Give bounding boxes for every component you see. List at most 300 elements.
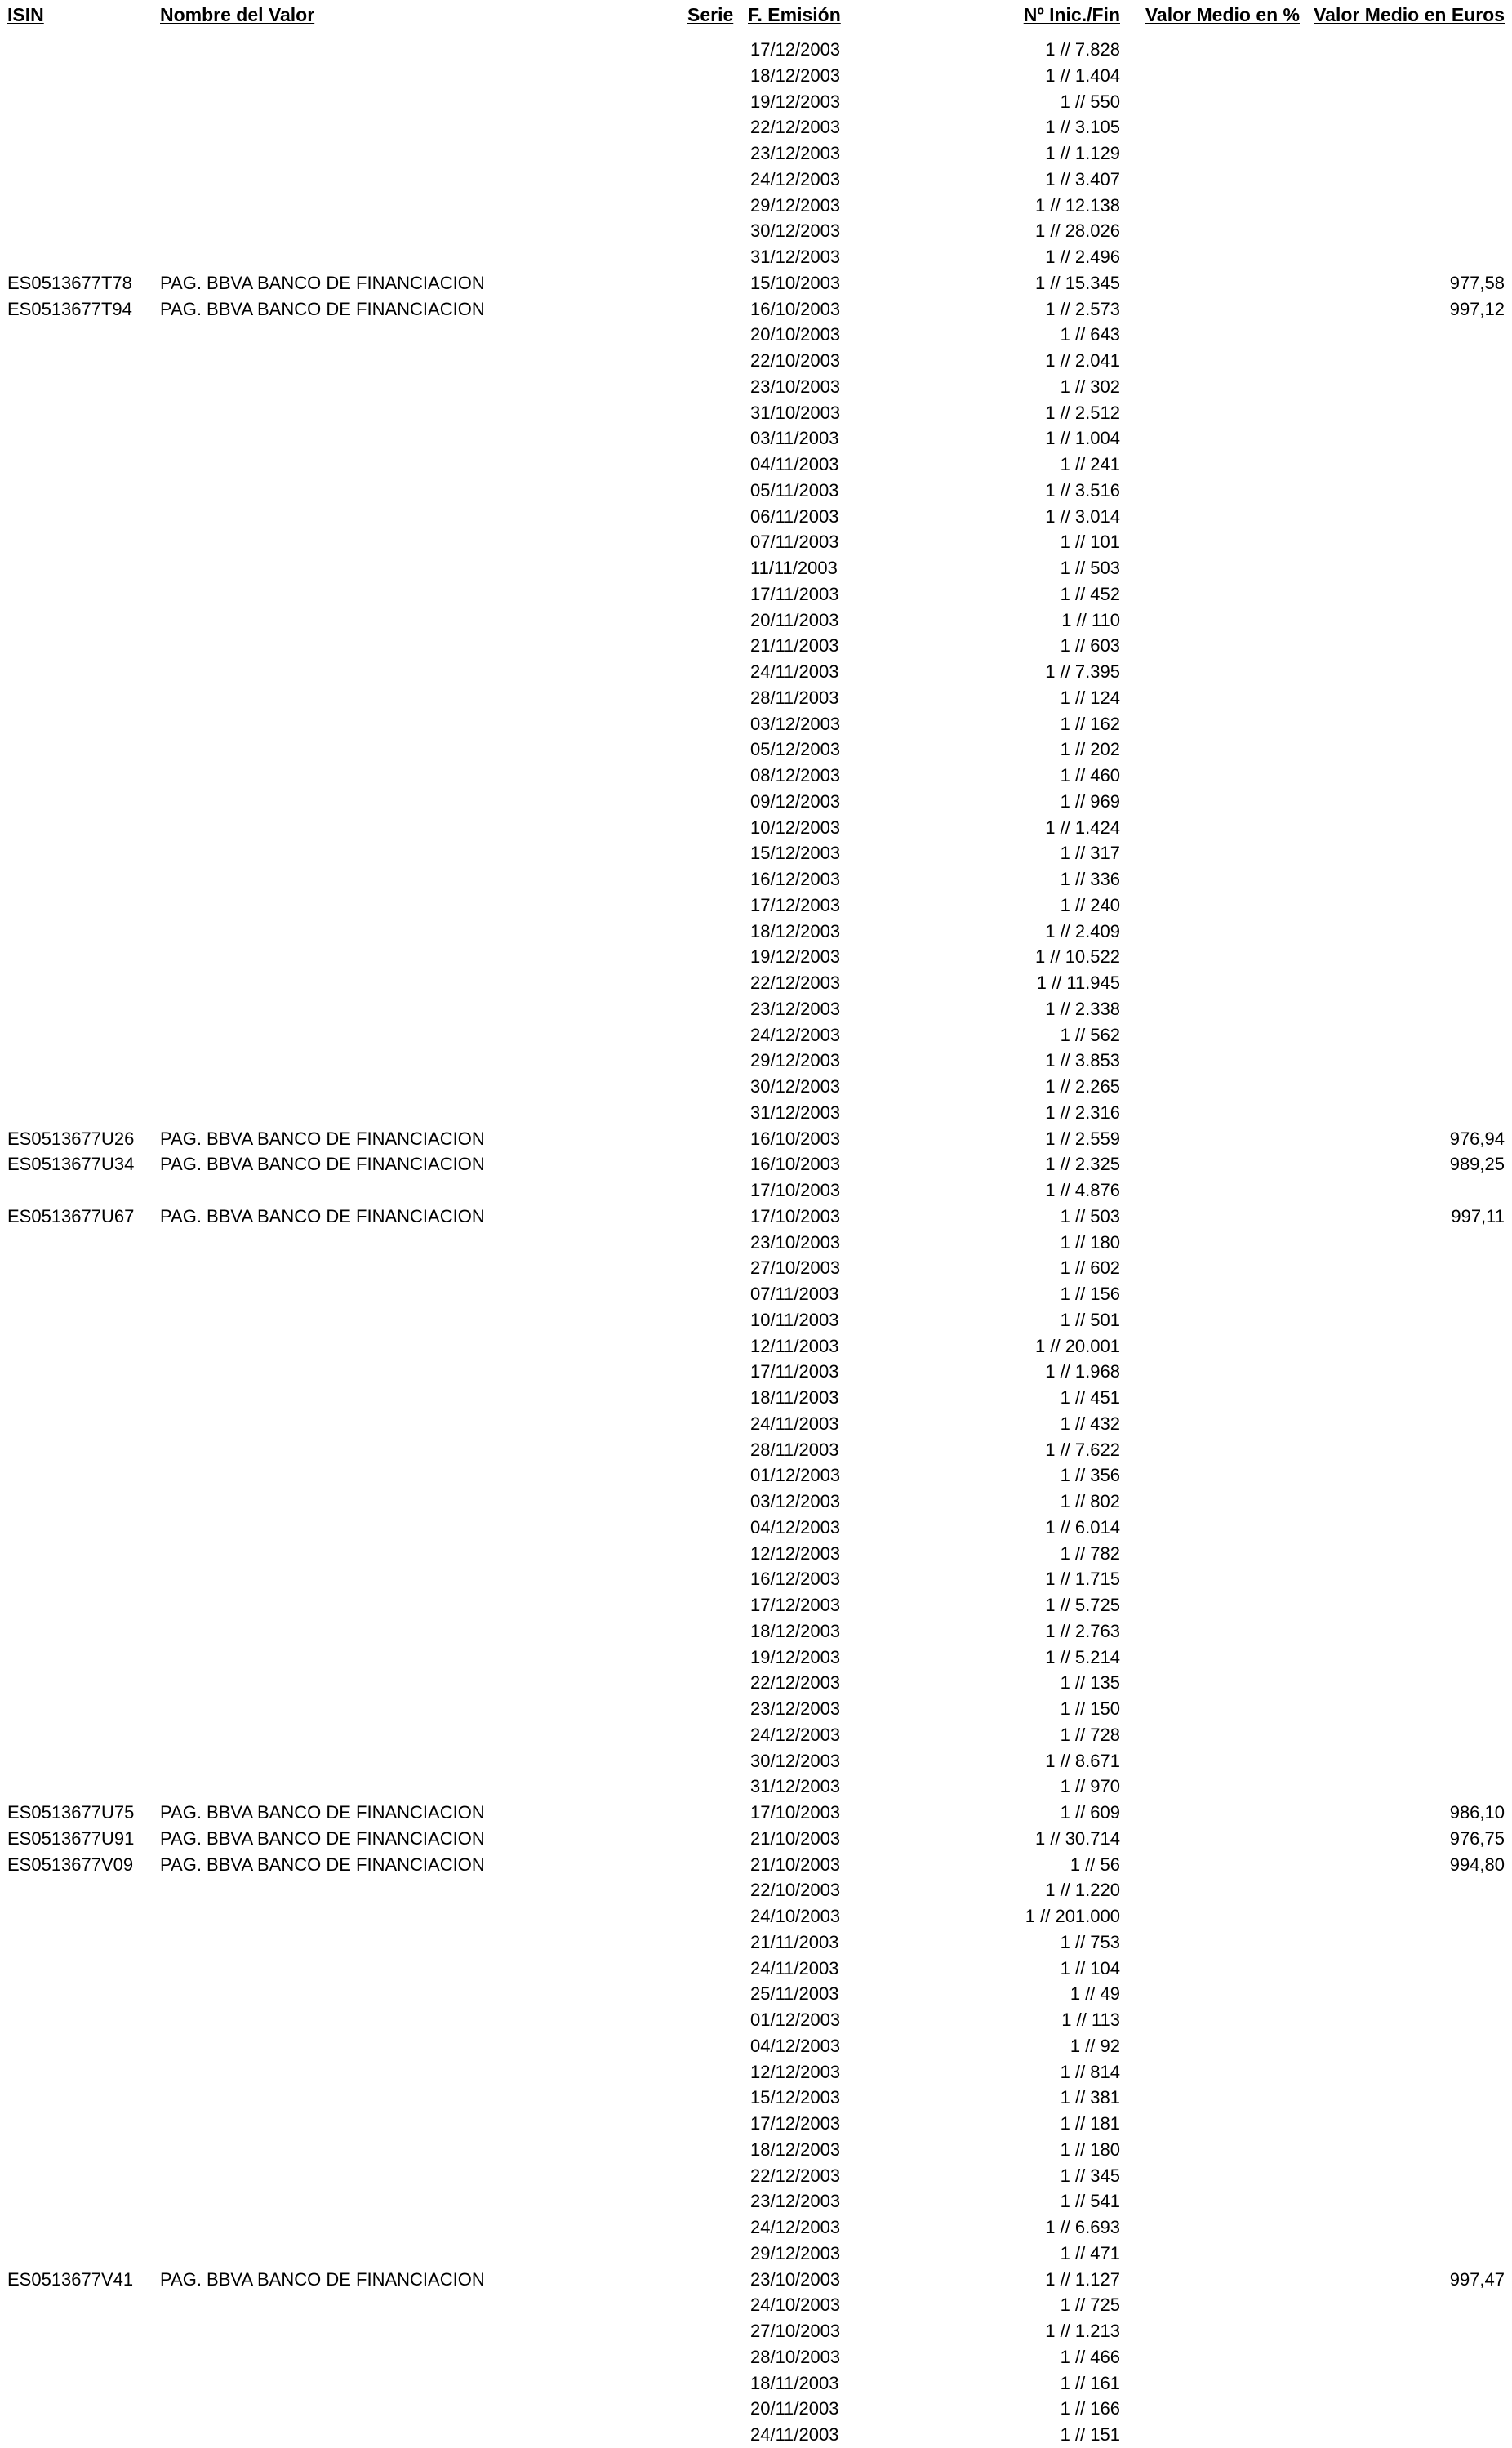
fecha-cell: 24/11/2003 [750,1413,839,1434]
fecha-cell: 22/12/2003 [750,1672,841,1694]
fecha-cell: 23/10/2003 [750,2268,841,2290]
fecha-cell: 30/12/2003 [750,220,841,242]
fecha-cell: 24/12/2003 [750,168,841,189]
num-cell: 1 // 3.853 [1045,1050,1120,1071]
num-cell: 1 // 151 [1060,2424,1120,2445]
fecha-cell: 17/10/2003 [750,1180,841,1200]
table-row [0,1877,1512,1903]
table-row [0,1618,1512,1645]
fecha-cell: 11/11/2003 [750,558,838,578]
table-row [0,140,1512,167]
table-row [0,1592,1512,1618]
eur-cell: 997,11 [1451,1205,1505,1226]
fecha-cell: 09/12/2003 [750,790,841,812]
table-row [0,400,1512,426]
num-cell: 1 // 11.945 [1036,973,1120,993]
table-row [0,2422,1512,2448]
fecha-cell: 18/11/2003 [750,2372,839,2393]
isin-cell: ES0513677V41 [7,2268,134,2290]
table-row [0,2188,1512,2214]
num-cell: 1 // 166 [1060,2398,1120,2419]
fecha-cell: 01/12/2003 [750,2010,841,2030]
header-num-label: Nº Inic./Fin [1023,3,1120,25]
fecha-cell: 08/12/2003 [750,765,841,786]
table-row [0,1281,1512,1307]
table-row [0,1022,1512,1048]
fecha-cell: 24/10/2003 [750,1906,841,1926]
num-cell: 1 // 241 [1060,454,1120,474]
fecha-cell: 03/12/2003 [750,1491,841,1511]
table-row [0,2059,1512,2085]
fecha-cell: 22/10/2003 [750,1880,841,1901]
fecha-cell: 31/12/2003 [750,247,841,267]
num-cell: 1 // 1.404 [1045,65,1120,86]
fecha-cell: 18/12/2003 [750,920,841,941]
header-pct [1145,2,1300,28]
num-cell: 1 // 503 [1060,558,1120,578]
num-cell: 1 // 562 [1060,1024,1120,1045]
num-cell: 1 // 150 [1060,1698,1120,1719]
fecha-cell: 07/11/2003 [750,532,839,553]
num-cell: 1 // 356 [1060,1465,1120,1486]
table-row [0,167,1512,193]
fecha-cell: 17/12/2003 [750,894,841,915]
num-cell: 1 // 3.407 [1045,168,1120,189]
eur-cell: 976,75 [1449,1827,1505,1849]
fecha-cell: 24/10/2003 [750,2294,841,2316]
header-fecha-label: F. Emisión [748,3,841,25]
fecha-cell: 18/12/2003 [750,1620,841,1641]
eur-cell: 989,25 [1449,1154,1505,1175]
fecha-cell: 31/10/2003 [750,402,841,423]
table-row [0,2007,1512,2033]
table-row [0,2396,1512,2422]
num-cell: 1 // 782 [1060,1542,1120,1564]
num-cell: 1 // 2.409 [1045,920,1120,941]
table-row [0,1048,1512,1074]
num-cell: 1 // 7.622 [1045,1439,1120,1460]
num-cell: 1 // 20.001 [1035,1335,1120,1356]
fecha-cell: 20/10/2003 [750,324,841,345]
num-cell: 1 // 970 [1060,1776,1120,1797]
num-cell: 1 // 8.671 [1045,1750,1120,1771]
table-row [0,789,1512,815]
table-row [0,1177,1512,1204]
fecha-cell: 16/12/2003 [750,869,841,889]
fecha-cell: 05/11/2003 [750,479,839,501]
table-row [0,504,1512,530]
table-row [0,1230,1512,1256]
table-row [0,348,1512,374]
num-cell: 1 // 802 [1060,1491,1120,1511]
num-cell: 1 // 969 [1060,790,1120,812]
num-cell: 1 // 753 [1060,1931,1120,1952]
table-row [0,659,1512,685]
num-cell: 1 // 317 [1060,843,1120,864]
fecha-cell: 03/12/2003 [750,713,841,734]
fecha-cell: 06/11/2003 [750,505,839,527]
num-cell: 1 // 2.338 [1045,998,1120,1019]
table-row [0,1411,1512,1437]
num-cell: 1 // 124 [1060,687,1120,708]
fecha-cell: 04/12/2003 [750,1516,841,1538]
nombre-cell: PAG. BBVA BANCO DE FINANCIACION [160,2268,485,2290]
num-cell: 1 // 432 [1060,1413,1120,1434]
header-isin [7,2,44,28]
table-row [0,892,1512,919]
isin-cell: ES0513677T78 [7,272,132,293]
table-row [0,840,1512,866]
num-cell: 1 // 181 [1060,2113,1120,2134]
table-row [0,1903,1512,1929]
table-row [0,737,1512,763]
fecha-cell: 24/12/2003 [750,1024,841,1045]
num-cell: 1 // 460 [1060,765,1120,786]
table-row [0,1333,1512,1360]
table-row [0,1722,1512,1748]
table-row [0,1541,1512,1567]
num-cell: 1 // 1.129 [1045,143,1120,163]
fecha-cell: 16/10/2003 [750,298,841,319]
header-eur-label: Valor Medio en Euros [1314,3,1505,25]
num-cell: 1 // 2.496 [1045,247,1120,267]
num-cell: 1 // 101 [1060,532,1120,553]
fecha-cell: 17/10/2003 [750,1205,841,1226]
fecha-cell: 16/10/2003 [750,1128,841,1149]
table-row [0,1566,1512,1592]
table-row [0,1126,1512,1152]
fecha-cell: 16/12/2003 [750,1569,841,1590]
nombre-cell: PAG. BBVA BANCO DE FINANCIACION [160,1854,485,1875]
num-cell: 1 // 5.725 [1045,1595,1120,1615]
table-row [0,2137,1512,2163]
num-cell: 1 // 3.014 [1045,505,1120,527]
table-row [0,2292,1512,2318]
fecha-cell: 18/12/2003 [750,65,841,86]
num-cell: 1 // 10.522 [1035,946,1120,968]
num-cell: 1 // 302 [1060,376,1120,397]
num-cell: 1 // 240 [1060,894,1120,915]
num-cell: 1 // 28.026 [1035,220,1120,242]
fecha-cell: 10/12/2003 [750,817,841,838]
num-cell: 1 // 30.714 [1035,1827,1120,1849]
fecha-cell: 18/11/2003 [750,1387,839,1408]
num-cell: 1 // 6.014 [1045,1516,1120,1538]
table-row [0,2214,1512,2241]
num-cell: 1 // 162 [1060,713,1120,734]
table-row [0,608,1512,634]
table-row [0,1385,1512,1411]
table-row [0,374,1512,400]
num-cell: 1 // 541 [1060,2191,1120,2212]
table-row [0,633,1512,659]
fecha-cell: 20/11/2003 [750,609,839,630]
num-cell: 1 // 3.105 [1045,117,1120,138]
table-row [0,37,1512,63]
fecha-cell: 21/11/2003 [750,635,839,657]
fecha-cell: 29/12/2003 [750,1050,841,1071]
num-cell: 1 // 345 [1060,2165,1120,2186]
num-cell: 1 // 2.763 [1045,1620,1120,1641]
num-cell: 1 // 466 [1060,2346,1120,2367]
num-cell: 1 // 1.968 [1045,1361,1120,1382]
fecha-cell: 07/11/2003 [750,1284,839,1304]
num-cell: 1 // 7.395 [1045,661,1120,682]
table-row [0,1696,1512,1722]
fecha-cell: 23/10/2003 [750,1231,841,1253]
num-cell: 1 // 2.573 [1045,298,1120,319]
fecha-cell: 05/12/2003 [750,739,841,760]
fecha-cell: 30/12/2003 [750,1750,841,1771]
fecha-cell: 19/12/2003 [750,946,841,968]
nombre-cell: PAG. BBVA BANCO DE FINANCIACION [160,1827,485,1849]
num-cell: 1 // 12.138 [1035,194,1120,216]
fecha-cell: 20/11/2003 [750,2398,839,2419]
nombre-cell: PAG. BBVA BANCO DE FINANCIACION [160,1802,485,1823]
fecha-cell: 24/11/2003 [750,661,839,682]
table-row [0,1307,1512,1333]
table-row [0,2344,1512,2370]
num-cell: 1 // 2.041 [1045,350,1120,371]
fecha-cell: 24/12/2003 [750,1724,841,1745]
fecha-cell: 17/11/2003 [750,583,839,604]
fecha-cell: 12/12/2003 [750,1542,841,1564]
num-cell: 1 // 202 [1060,739,1120,760]
header-nombre-label: Nombre del Valor [160,3,315,25]
header-isin-label: ISIN [7,3,44,25]
table-row [0,1515,1512,1541]
num-cell: 1 // 3.516 [1045,479,1120,501]
num-cell: 1 // 452 [1060,583,1120,604]
num-cell: 1 // 110 [1061,609,1120,630]
table-row [0,1255,1512,1281]
table-row [0,296,1512,323]
num-cell: 1 // 381 [1060,2087,1120,2108]
num-cell: 1 // 2.265 [1045,1076,1120,1097]
num-cell: 1 // 550 [1060,91,1120,112]
fecha-cell: 17/11/2003 [750,1361,839,1382]
num-cell: 1 // 135 [1060,1672,1120,1694]
num-cell: 1 // 1.715 [1045,1569,1120,1590]
num-cell: 1 // 728 [1060,1724,1120,1745]
table-row [0,452,1512,478]
num-cell: 1 // 503 [1060,1205,1120,1226]
fecha-cell: 22/12/2003 [750,973,841,993]
isin-cell: ES0513677T94 [7,298,132,319]
table-row [0,711,1512,737]
isin-cell: ES0513677U91 [7,1827,135,1849]
table-row [0,2111,1512,2137]
num-cell: 1 // 201.000 [1025,1906,1120,1926]
table-row [0,1462,1512,1489]
table-row [0,763,1512,789]
fecha-cell: 24/11/2003 [750,2424,839,2445]
fecha-cell: 31/12/2003 [750,1102,841,1123]
fecha-cell: 23/12/2003 [750,998,841,1019]
table-row [0,1826,1512,1852]
table-row [0,2033,1512,2059]
fecha-cell: 28/10/2003 [750,2346,841,2367]
num-cell: 1 // 180 [1060,2139,1120,2160]
num-cell: 1 // 1.424 [1045,817,1120,838]
fecha-cell: 29/12/2003 [750,194,841,216]
table-row [0,2241,1512,2267]
table-row [0,1748,1512,1774]
num-cell: 1 // 156 [1060,1284,1120,1304]
table-row [0,2318,1512,2344]
eur-cell: 997,12 [1449,298,1505,319]
fecha-cell: 17/12/2003 [750,2113,841,2134]
num-cell: 1 // 814 [1060,2061,1120,2082]
num-cell: 1 // 49 [1070,1983,1120,2005]
table-row [0,114,1512,140]
num-cell: 1 // 609 [1060,1802,1120,1823]
num-cell: 1 // 336 [1060,869,1120,889]
fecha-cell: 23/12/2003 [750,143,841,163]
eur-cell: 997,47 [1449,2268,1505,2290]
table-row [0,2267,1512,2293]
table-row [0,996,1512,1022]
table-row [0,2370,1512,2397]
num-cell: 1 // 1.213 [1045,2321,1120,2341]
num-cell: 1 // 1.220 [1045,1880,1120,1901]
table-row [0,1437,1512,1463]
fecha-cell: 22/10/2003 [750,350,841,371]
table-row [0,1774,1512,1800]
fecha-cell: 15/12/2003 [750,2087,841,2108]
nombre-cell: PAG. BBVA BANCO DE FINANCIACION [160,1128,485,1149]
fecha-cell: 01/12/2003 [750,1465,841,1486]
isin-cell: ES0513677U26 [7,1128,135,1149]
table-row [0,1645,1512,1671]
fecha-cell: 19/12/2003 [750,1646,841,1667]
num-cell: 1 // 104 [1060,1957,1120,1978]
num-cell: 1 // 92 [1070,2035,1120,2056]
fecha-cell: 30/12/2003 [750,1076,841,1097]
table-row [0,218,1512,244]
num-cell: 1 // 2.325 [1045,1154,1120,1175]
table-row [0,322,1512,348]
fecha-cell: 12/12/2003 [750,2061,841,2082]
header-num [1024,2,1120,28]
table-row [0,815,1512,841]
table-row [0,555,1512,581]
num-cell: 1 // 725 [1060,2294,1120,2316]
table-row [0,529,1512,555]
nombre-cell: PAG. BBVA BANCO DE FINANCIACION [160,1154,485,1175]
fecha-cell: 18/12/2003 [750,2139,841,2160]
isin-cell: ES0513677U67 [7,1205,135,1226]
num-cell: 1 // 602 [1060,1257,1120,1279]
fecha-cell: 23/12/2003 [750,2191,841,2212]
table-row [0,919,1512,945]
eur-cell: 977,58 [1449,272,1505,293]
fecha-cell: 15/12/2003 [750,843,841,864]
fecha-cell: 21/11/2003 [750,1931,839,1952]
table-row [0,270,1512,296]
fecha-cell: 15/10/2003 [750,272,841,293]
num-cell: 1 // 161 [1060,2372,1120,2393]
table-row [0,1074,1512,1100]
num-cell: 1 // 56 [1070,1854,1120,1875]
fecha-cell: 28/11/2003 [750,687,839,708]
table-row [0,2163,1512,2189]
header-serie-label: Serie [687,3,734,25]
eur-cell: 976,94 [1449,1128,1505,1149]
fecha-cell: 23/10/2003 [750,376,841,397]
eur-cell: 986,10 [1449,1802,1505,1823]
table-row [0,1800,1512,1826]
table-row [0,581,1512,608]
nombre-cell: PAG. BBVA BANCO DE FINANCIACION [160,272,485,293]
header-serie [687,2,733,28]
fecha-cell: 28/11/2003 [750,1439,839,1460]
fecha-cell: 17/12/2003 [750,39,841,60]
table-row [0,63,1512,89]
num-cell: 1 // 4.876 [1045,1180,1120,1200]
isin-cell: ES0513677V09 [7,1854,134,1875]
table-row [0,1100,1512,1126]
header-eur [1314,2,1505,28]
num-cell: 1 // 603 [1060,635,1120,657]
table-row [0,1359,1512,1385]
data-table [0,37,1512,2448]
eur-cell: 994,80 [1449,1854,1505,1875]
table-row [0,944,1512,970]
fecha-cell: 04/11/2003 [750,454,839,474]
fecha-cell: 10/11/2003 [750,1309,839,1330]
fecha-cell: 24/11/2003 [750,1957,839,1978]
header-fecha [748,2,841,28]
fecha-cell: 31/12/2003 [750,1776,841,1797]
fecha-cell: 27/10/2003 [750,1257,841,1279]
num-cell: 1 // 6.693 [1045,2217,1120,2237]
header-pct-label: Valor Medio en % [1145,3,1300,25]
fecha-cell: 24/12/2003 [750,2217,841,2237]
table-row [0,1670,1512,1696]
num-cell: 1 // 1.127 [1045,2268,1120,2290]
fecha-cell: 21/10/2003 [750,1827,841,1849]
fecha-cell: 16/10/2003 [750,1154,841,1175]
fecha-cell: 22/12/2003 [750,117,841,138]
table-row [0,1489,1512,1515]
num-cell: 1 // 180 [1060,1231,1120,1253]
fecha-cell: 04/12/2003 [750,2035,841,2056]
table-row [0,1956,1512,1982]
num-cell: 1 // 2.559 [1045,1128,1120,1149]
table-row [0,1204,1512,1230]
num-cell: 1 // 501 [1060,1309,1120,1330]
nombre-cell: PAG. BBVA BANCO DE FINANCIACION [160,298,485,319]
table-row [0,1151,1512,1177]
fecha-cell: 19/12/2003 [750,91,841,112]
table-row [0,2085,1512,2111]
fecha-cell: 25/11/2003 [750,1983,839,2005]
table-row [0,244,1512,270]
num-cell: 1 // 1.004 [1045,428,1120,449]
isin-cell: ES0513677U34 [7,1154,135,1175]
table-row [0,1981,1512,2007]
fecha-cell: 29/12/2003 [750,2242,841,2263]
num-cell: 1 // 2.316 [1045,1102,1120,1123]
fecha-cell: 21/10/2003 [750,1854,841,1875]
fecha-cell: 27/10/2003 [750,2321,841,2341]
num-cell: 1 // 15.345 [1035,272,1120,293]
table-row [0,89,1512,115]
num-cell: 1 // 643 [1060,324,1120,345]
fecha-cell: 03/11/2003 [750,428,839,449]
header-nombre [160,2,314,28]
